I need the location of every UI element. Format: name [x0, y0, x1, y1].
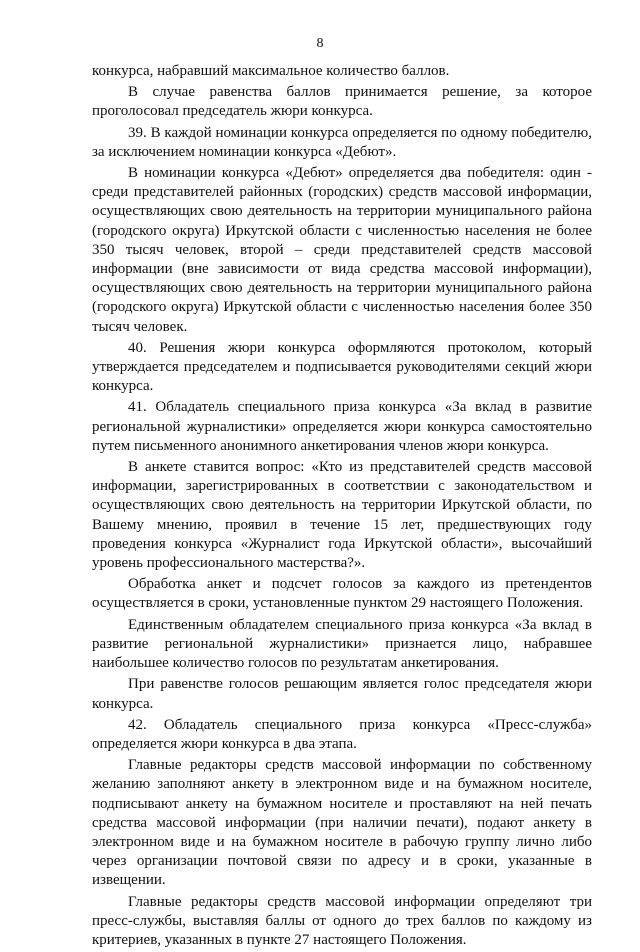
paragraph: Единственным обладателем специального приза конкурса «За вклад в развитие региональной журналистики» признается лицо, набравшее наибольшее количество голосов по результатам анкетирования. [92, 616, 592, 672]
paragraph-item-40: 40. Решения жюри конкурса оформляются протоколом, который утверждается председателем и подписывается руководителями секций жюри конкурса. [92, 339, 592, 395]
paragraph: Главные редакторы средств массовой информации определяют три пресс-службы, выставляя баллы от одного до трех баллов по каждому из критериев, указанных в пункте 27 настоящего Положения. [92, 893, 592, 948]
paragraph: В случае равенства баллов принимается решение, за которое проголосовал председатель жюри конкурса. [92, 84, 592, 120]
document-body [92, 62, 592, 952]
paragraph: В номинации конкурса «Дебют» определяется два победителя: один - среди представителей районных (городских) средств массовой информации, осуществляющих свою деятельность на территории муниципального района (городского округа) Иркутской области с численностью населения не более 350 тысяч человек, второй – среди представителей средств массовой информации (вне зависимости от вида средства массовой информации), осуществляющих свою деятельность на территории муниципального района (городского округа) Иркутской области с численностью населения более 350 тысяч человек. [92, 165, 592, 335]
paragraph: В анкете ставится вопрос: «Кто из представителей средств массовой информации, зарегистрированных в соответствии с законодательством и осуществляющих свою деятельность на территории Иркутской области, по Вашему мнению, проявил в течение 15 лет, предшествующих году проведения конкурса «Журналист года Иркутской области», высочайший уровень профессионального мастерства?». [92, 459, 592, 572]
page-number: 8 [316, 36, 324, 51]
paragraph-item-39: 39. В каждой номинации конкурса определяется по одному победителю, за исключением номинации конкурса «Дебют». [92, 124, 592, 160]
paragraph: Главные редакторы средств массовой информации по собственному желанию заполняют анкету в электронном виде и на бумажном носителе, подписывают анкету на бумажном носителе и проставляют на ней печать средства массовой информации (при наличии печати), подают анкету в электронном виде и на бумажном носителе в рабочую группу лично либо через организации почтовой связи по адресу и в сроки, указанные в извещении. [92, 757, 592, 889]
paragraph-item-41: 41. Обладатель специального приза конкурса «За вклад в развитие региональной журналистики» определяется жюри конкурса самостоятельно путем письменного анонимного анкетирования членов жюри конкурса. [92, 399, 592, 454]
paragraph-item-42: 42. Обладатель специального приза конкурса «Пресс-служба» определяется жюри конкурса в два этапа. [92, 716, 592, 752]
paragraph: конкурса, набравший максимальное количество баллов. [92, 63, 450, 79]
paragraph: Обработка анкет и подсчет голосов за каждого из претендентов осуществляется в сроки, установленные пунктом 29 настоящего Положения. [92, 576, 592, 612]
paragraph: При равенстве голосов решающим является голос председателя жюри конкурса. [92, 676, 592, 712]
